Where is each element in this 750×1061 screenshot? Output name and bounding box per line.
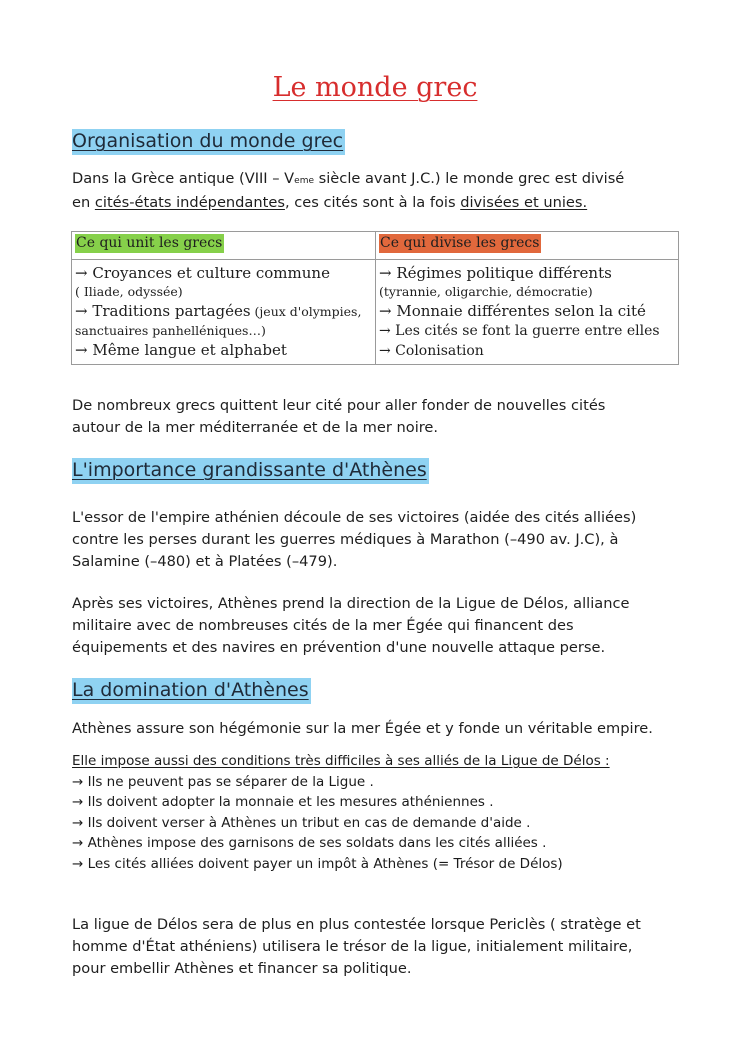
list-item: → Ils doivent adopter la monnaie et les mesures athéniennes . [72,794,494,810]
unit-header: Ce qui unit les grecs [76,235,223,251]
unit-cell [72,260,376,365]
divise-item: → Les cités se font la guerre entre elles [379,323,660,339]
section-heading-organisation: Organisation du monde grec [72,129,345,155]
intro-line-1: Dans la Grèce antique (VIII – Veme siècle avant J.C.) le monde grec est divisé [72,170,625,187]
unit-item: → Croyances et culture commune [75,264,330,282]
domination-paragraph: Athènes assure son hégémonie sur la mer Égée et y fonde un véritable empire. [72,720,653,737]
list-item: → Athènes impose des garnisons de ses soldats dans les cités alliées . [72,835,547,851]
unit-item-detail: sanctuaires panhelléniques…) [75,323,266,338]
divise-item-detail: (tyrannie, oligarchie, démocratie) [379,284,593,299]
section-heading-domination: La domination d'Athènes [72,678,311,704]
divise-cell [376,260,679,365]
conclusion-paragraph: La ligue de Délos sera de plus en plus contestée lorsque Periclès ( stratège et homme d'État athéniens) utilisera le trésor de la ligue, initialement militaire, pour embellir Athènes et financer sa politique. [72,916,641,977]
table-row [72,260,679,365]
divise-item: → Régimes politique différents [379,264,612,282]
conditions-list [72,751,692,874]
divisees-unies-term: divisées et unies. [460,194,588,211]
unit-item: → Traditions partagées (jeux d'olympies, [75,302,362,320]
unit-header-cell [72,232,376,260]
list-item: → Ils doivent verser à Athènes un tribut en cas de demande d'aide . [72,814,531,831]
list-item: → Les cités alliées doivent payer un impôt à Athènes (= Trésor de Délos) [72,855,563,872]
page-title: Le monde grec [272,72,478,103]
colonisation-paragraph: De nombreux grecs quittent leur cité pour aller fonder de nouvelles cités autour de la mer méditerranée et de la mer noire. [72,397,606,436]
comparison-table [71,231,679,365]
divise-item: → Monnaie différentes selon la cité [379,302,646,320]
importance-paragraph-2: Après ses victoires, Athènes prend la direction de la Ligue de Délos, alliance militaire avec de nombreuses cités de la mer Égée qui financent des équipements et des navires en prévention d'une nouvelle attaque perse. [72,595,630,656]
divise-item: → Colonisation [379,343,484,359]
list-item: → Ils ne peuvent pas se séparer de la Ligue . [72,773,374,790]
intro-line-2: en cités-états indépendantes, ces cités sont à la fois divisées et unies. [72,194,588,211]
divise-header-cell [376,232,679,260]
unit-item-detail: ( Iliade, odyssée) [75,284,183,299]
section-heading-importance: L'importance grandissante d'Athènes [72,458,429,484]
list-intro: Elle impose aussi des conditions très difficiles à ses alliés de la Ligue de Délos : [72,753,610,769]
divise-header: Ce qui divise les grecs [380,235,540,251]
cites-etats-term: cités-états indépendantes [94,194,285,211]
organisation-intro [72,168,692,214]
table-header-row [72,232,679,260]
unit-item: → Même langue et alphabet [75,341,287,359]
importance-paragraph-1: L'essor de l'empire athénien découle de ses victoires (aidée des cités alliées) contre les perses durant les guerres médiques à Marathon (–490 av. J.C), à Salamine (–480) et à Platées (–479). [72,509,637,570]
